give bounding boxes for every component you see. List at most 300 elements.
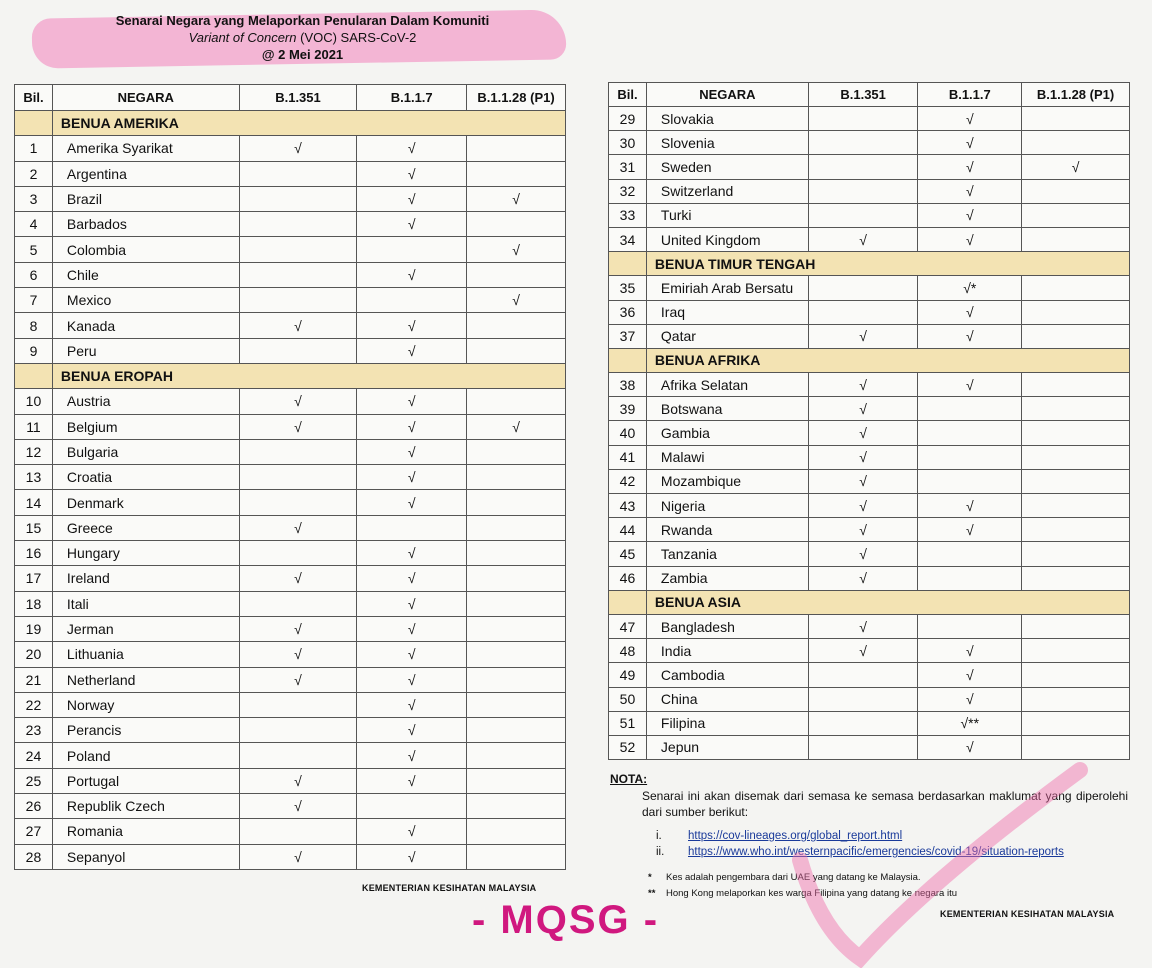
b117-check: √: [357, 718, 467, 743]
p1-check: [1022, 566, 1130, 590]
p1-check: [1022, 397, 1130, 421]
continent-spacer: [15, 111, 53, 136]
b117-check: √: [357, 692, 467, 717]
table-row: [609, 663, 1130, 687]
row-number: 15: [15, 515, 53, 540]
row-number: 43: [609, 494, 647, 518]
b117-check: √: [357, 566, 467, 591]
table-row: [609, 397, 1130, 421]
b1351-check: √: [808, 542, 918, 566]
table-row: [609, 469, 1130, 493]
country-name: Republik Czech: [52, 794, 239, 819]
country-name: Amerika Syarikat: [52, 136, 239, 161]
b1351-check: √: [239, 616, 357, 641]
country-name: Portugal: [52, 768, 239, 793]
table-row: [609, 421, 1130, 445]
table-row: [15, 338, 566, 363]
reference-link[interactable]: https://cov-lineages.org/global_report.html: [688, 830, 903, 842]
title-line-2: [40, 29, 565, 46]
row-number: 41: [609, 445, 647, 469]
country-name: Sepanyol: [52, 844, 239, 869]
country-name: India: [646, 639, 808, 663]
b117-check: √: [357, 439, 467, 464]
country-name: Turki: [646, 203, 808, 227]
country-name: Belgium: [52, 414, 239, 439]
b117-check: √: [918, 300, 1022, 324]
header-b117: B.1.1.7: [918, 83, 1022, 107]
page-title: [40, 12, 565, 63]
row-number: 7: [15, 288, 53, 313]
b1351-check: [239, 439, 357, 464]
row-number: 8: [15, 313, 53, 338]
b117-check: √: [357, 642, 467, 667]
country-name: Bangladesh: [646, 614, 808, 638]
table-row: [15, 515, 566, 540]
b117-check: [918, 542, 1022, 566]
country-name: Netherland: [52, 667, 239, 692]
country-name: Emiriah Arab Bersatu: [646, 276, 808, 300]
table-row: [609, 324, 1130, 348]
header-b1351: B.1.351: [808, 83, 918, 107]
b117-check: √: [357, 768, 467, 793]
b117-check: [357, 288, 467, 313]
p1-check: [1022, 276, 1130, 300]
nota-text: Senarai ini akan disemak dari semasa ke semasa berdasarkan maklumat yang diperolehi dari sumber berikut:: [642, 789, 1128, 819]
country-name: Perancis: [52, 718, 239, 743]
b1351-check: [808, 300, 918, 324]
row-number: 2: [15, 161, 53, 186]
p1-check: [467, 667, 566, 692]
table-row: [609, 300, 1130, 324]
row-number: 31: [609, 155, 647, 179]
title-line-1: Senarai Negara yang Melaporkan Penularan Dalam Komuniti: [115, 13, 490, 28]
country-name: Filipina: [646, 711, 808, 735]
country-name: Jepun: [646, 735, 808, 759]
table-row: [15, 212, 566, 237]
left-table: [14, 84, 566, 870]
table-row: [15, 237, 566, 262]
b117-check: √: [357, 212, 467, 237]
b1351-check: [239, 465, 357, 490]
country-name: Sweden: [646, 155, 808, 179]
b117-check: √: [918, 518, 1022, 542]
b117-check: √: [357, 414, 467, 439]
b117-check: [918, 397, 1022, 421]
b1351-check: √: [808, 373, 918, 397]
table-row: [15, 414, 566, 439]
p1-check: [467, 439, 566, 464]
p1-check: [467, 692, 566, 717]
country-name: Iraq: [646, 300, 808, 324]
b117-check: √: [918, 131, 1022, 155]
b1351-check: √: [239, 768, 357, 793]
p1-check: [1022, 639, 1130, 663]
table-row: [15, 288, 566, 313]
table-row: [15, 692, 566, 717]
table-row: [15, 439, 566, 464]
country-name: Lithuania: [52, 642, 239, 667]
b1351-check: √: [808, 397, 918, 421]
b1351-check: √: [239, 642, 357, 667]
table-row: [609, 566, 1130, 590]
country-name: Rwanda: [646, 518, 808, 542]
row-number: 24: [15, 743, 53, 768]
b117-check: √: [918, 324, 1022, 348]
country-name: Greece: [52, 515, 239, 540]
country-name: Poland: [52, 743, 239, 768]
continent-spacer: [15, 363, 53, 388]
b117-check: √: [918, 639, 1022, 663]
b1351-check: √: [808, 566, 918, 590]
row-number: 11: [15, 414, 53, 439]
country-name: Ireland: [52, 566, 239, 591]
b117-check: √: [357, 844, 467, 869]
b117-check: √: [918, 663, 1022, 687]
country-name: China: [646, 687, 808, 711]
row-number: 50: [609, 687, 647, 711]
footer-right-ministry: KEMENTERIAN KESIHATAN MALAYSIA: [940, 909, 1115, 919]
row-number: 21: [15, 667, 53, 692]
b1351-check: [239, 212, 357, 237]
p1-check: [467, 389, 566, 414]
row-number: 22: [15, 692, 53, 717]
b117-check: [357, 237, 467, 262]
row-number: 48: [609, 639, 647, 663]
b1351-check: √: [808, 639, 918, 663]
continent-row: [15, 363, 566, 388]
p1-check: [1022, 542, 1130, 566]
b1351-check: √: [239, 414, 357, 439]
row-number: 34: [609, 227, 647, 251]
b117-check: √: [357, 262, 467, 287]
reference-numeral: ii.: [656, 846, 665, 858]
row-number: 9: [15, 338, 53, 363]
row-number: 13: [15, 465, 53, 490]
b1351-check: [239, 237, 357, 262]
row-number: 28: [15, 844, 53, 869]
country-name: Tanzania: [646, 542, 808, 566]
table-row: [15, 313, 566, 338]
p1-check: [1022, 518, 1130, 542]
row-number: 38: [609, 373, 647, 397]
table-row: [15, 541, 566, 566]
country-name: Romania: [52, 819, 239, 844]
row-number: 20: [15, 642, 53, 667]
p1-check: [1022, 324, 1130, 348]
b1351-check: [239, 490, 357, 515]
continent-spacer: [609, 348, 647, 372]
p1-check: [467, 490, 566, 515]
p1-check: [467, 161, 566, 186]
row-number: 39: [609, 397, 647, 421]
b117-check: √: [357, 591, 467, 616]
p1-check: [1022, 469, 1130, 493]
continent-row: [609, 252, 1130, 276]
row-number: 10: [15, 389, 53, 414]
row-number: 5: [15, 237, 53, 262]
footnote-text: Hong Kong melaporkan kes warga Filipina yang datang ke negara itu: [666, 888, 957, 899]
b117-check: √: [918, 179, 1022, 203]
country-name: Slovenia: [646, 131, 808, 155]
reference-link[interactable]: https://www.who.int/westernpacific/emergencies/covid-19/situation-reports: [688, 846, 1064, 858]
b1351-check: √: [239, 313, 357, 338]
b117-check: √: [357, 541, 467, 566]
header-negara: NEGARA: [646, 83, 808, 107]
table-row: [609, 494, 1130, 518]
b1351-check: [808, 276, 918, 300]
footnote-mark: *: [648, 872, 652, 883]
row-number: 16: [15, 541, 53, 566]
continent-label: BENUA AFRIKA: [646, 348, 1129, 372]
row-number: 40: [609, 421, 647, 445]
country-name: Argentina: [52, 161, 239, 186]
nota-section: [610, 772, 1128, 899]
b1351-check: √: [239, 515, 357, 540]
p1-check: [467, 136, 566, 161]
country-name: Norway: [52, 692, 239, 717]
title-voc: (VOC) SARS-CoV-2: [296, 30, 417, 45]
b1351-check: [239, 819, 357, 844]
p1-check: [1022, 179, 1130, 203]
b1351-check: √: [239, 844, 357, 869]
continent-label: BENUA ASIA: [646, 590, 1129, 614]
table-row: [609, 227, 1130, 251]
b1351-check: [239, 541, 357, 566]
b117-check: √: [357, 616, 467, 641]
p1-check: [1022, 735, 1130, 759]
b1351-check: [239, 718, 357, 743]
table-row: [609, 445, 1130, 469]
b117-check: √: [918, 107, 1022, 131]
header-negara: NEGARA: [52, 85, 239, 111]
row-number: 30: [609, 131, 647, 155]
b1351-check: [808, 155, 918, 179]
row-number: 47: [609, 614, 647, 638]
table-row: [15, 768, 566, 793]
table-row: [15, 616, 566, 641]
continent-label: BENUA EROPAH: [52, 363, 565, 388]
b1351-check: [808, 687, 918, 711]
continent-row: [609, 590, 1130, 614]
p1-check: [1022, 107, 1130, 131]
country-name: Zambia: [646, 566, 808, 590]
p1-check: [1022, 227, 1130, 251]
b1351-check: √: [239, 389, 357, 414]
table-row: [609, 735, 1130, 759]
p1-check: [467, 743, 566, 768]
footnote-text: Kes adalah pengembara dari UAE yang datang ke Malaysia.: [666, 872, 921, 883]
row-number: 49: [609, 663, 647, 687]
watermark: - MQSG -: [472, 898, 660, 942]
p1-check: [1022, 421, 1130, 445]
country-name: Slovakia: [646, 107, 808, 131]
table-row: [609, 639, 1130, 663]
table-row: [15, 591, 566, 616]
row-number: 44: [609, 518, 647, 542]
p1-check: [1022, 711, 1130, 735]
row-number: 35: [609, 276, 647, 300]
country-name: Gambia: [646, 421, 808, 445]
table-header: [15, 85, 566, 111]
table-row: [15, 389, 566, 414]
continent-spacer: [609, 590, 647, 614]
country-name: Itali: [52, 591, 239, 616]
b1351-check: √: [239, 136, 357, 161]
table-row: [609, 107, 1130, 131]
b117-check: √: [357, 313, 467, 338]
b1351-check: [808, 711, 918, 735]
p1-check: √: [467, 186, 566, 211]
b1351-check: √: [808, 518, 918, 542]
b117-check: √: [357, 161, 467, 186]
row-number: 12: [15, 439, 53, 464]
b117-check: √: [357, 465, 467, 490]
country-name: Kanada: [52, 313, 239, 338]
country-name: United Kingdom: [646, 227, 808, 251]
nota-title: NOTA:: [610, 772, 648, 786]
p1-check: [467, 616, 566, 641]
title-italic: Variant of Concern: [188, 30, 297, 45]
continent-row: [609, 348, 1130, 372]
table-row: [15, 718, 566, 743]
row-number: 52: [609, 735, 647, 759]
country-name: Malawi: [646, 445, 808, 469]
b117-check: [357, 794, 467, 819]
row-number: 1: [15, 136, 53, 161]
p1-check: [467, 819, 566, 844]
country-name: Hungary: [52, 541, 239, 566]
b117-check: √: [357, 667, 467, 692]
table-row: [609, 155, 1130, 179]
table-row: [15, 566, 566, 591]
table-row: [15, 161, 566, 186]
table-row: [609, 203, 1130, 227]
footnote-mark: **: [648, 888, 656, 899]
b1351-check: [808, 107, 918, 131]
continent-spacer: [609, 252, 647, 276]
p1-check: [467, 844, 566, 869]
table-row: [609, 687, 1130, 711]
table-row: [609, 373, 1130, 397]
row-number: 46: [609, 566, 647, 590]
b117-check: √: [918, 203, 1022, 227]
country-name: Qatar: [646, 324, 808, 348]
b1351-check: [808, 663, 918, 687]
header-p1: B.1.1.28 (P1): [467, 85, 566, 111]
table-row: [609, 276, 1130, 300]
b117-check: √: [357, 389, 467, 414]
country-name: Peru: [52, 338, 239, 363]
b117-check: [918, 469, 1022, 493]
continent-row: [15, 111, 566, 136]
header-b1351: B.1.351: [239, 85, 357, 111]
b1351-check: [239, 692, 357, 717]
b117-check: √: [918, 494, 1022, 518]
table-header: [609, 83, 1130, 107]
country-name: Croatia: [52, 465, 239, 490]
country-name: Cambodia: [646, 663, 808, 687]
b1351-check: [808, 179, 918, 203]
b117-check: √: [918, 687, 1022, 711]
country-name: Brazil: [52, 186, 239, 211]
p1-check: [467, 313, 566, 338]
b1351-check: [808, 735, 918, 759]
row-number: 32: [609, 179, 647, 203]
b117-check: √: [357, 490, 467, 515]
p1-check: [467, 515, 566, 540]
p1-check: [1022, 445, 1130, 469]
table-row: [15, 667, 566, 692]
b1351-check: [239, 288, 357, 313]
table-row: [15, 490, 566, 515]
p1-check: [467, 541, 566, 566]
table-row: [15, 743, 566, 768]
p1-check: [467, 591, 566, 616]
p1-check: [467, 465, 566, 490]
country-name: Afrika Selatan: [646, 373, 808, 397]
row-number: 18: [15, 591, 53, 616]
row-number: 37: [609, 324, 647, 348]
row-number: 45: [609, 542, 647, 566]
table-row: [15, 136, 566, 161]
b1351-check: [239, 338, 357, 363]
b1351-check: [239, 591, 357, 616]
p1-check: [467, 718, 566, 743]
country-name: Jerman: [52, 616, 239, 641]
continent-label: BENUA TIMUR TENGAH: [646, 252, 1129, 276]
b1351-check: √: [808, 227, 918, 251]
table-row: [15, 844, 566, 869]
b1351-check: √: [808, 324, 918, 348]
b117-check: √: [357, 136, 467, 161]
b1351-check: √: [239, 794, 357, 819]
country-name: Botswana: [646, 397, 808, 421]
table-row: [15, 819, 566, 844]
reference-numeral: i.: [656, 830, 662, 842]
continent-label: BENUA AMERIKA: [52, 111, 565, 136]
right-table: [608, 82, 1130, 760]
b117-check: √: [357, 338, 467, 363]
b117-check: √: [918, 227, 1022, 251]
p1-check: [467, 212, 566, 237]
p1-check: [467, 566, 566, 591]
country-name: Mozambique: [646, 469, 808, 493]
row-number: 4: [15, 212, 53, 237]
b117-check: √**: [918, 711, 1022, 735]
b1351-check: [239, 743, 357, 768]
b1351-check: √: [808, 445, 918, 469]
table-row: [15, 465, 566, 490]
b1351-check: [239, 262, 357, 287]
p1-check: √: [467, 237, 566, 262]
row-number: 19: [15, 616, 53, 641]
b1351-check: [239, 161, 357, 186]
table-row: [15, 262, 566, 287]
p1-check: [1022, 687, 1130, 711]
p1-check: [1022, 494, 1130, 518]
b1351-check: √: [808, 614, 918, 638]
b117-check: √: [357, 186, 467, 211]
table-row: [609, 711, 1130, 735]
b117-check: √: [918, 373, 1022, 397]
table-row: [15, 186, 566, 211]
row-number: 42: [609, 469, 647, 493]
table-row: [15, 794, 566, 819]
row-number: 17: [15, 566, 53, 591]
b117-check: √*: [918, 276, 1022, 300]
footer-left-ministry: KEMENTERIAN KESIHATAN MALAYSIA: [362, 883, 537, 893]
b117-check: [918, 421, 1022, 445]
